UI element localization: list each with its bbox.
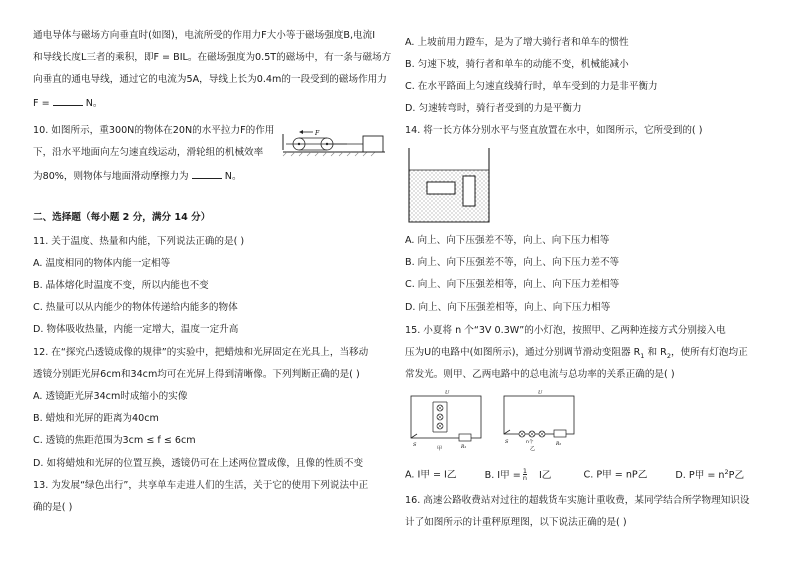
q15-option-a[interactable]: A. I甲 = I乙 [405,469,457,481]
water-tank-figure [407,148,491,224]
q14-option-d[interactable]: D. 向上、向下压强差相等，向上、向下压力相等 [405,302,611,313]
q10-text: 为80%，则物体与地面滑动摩擦力为 [33,171,189,182]
section-2-title: 二、选择题（每小题 2 分，满分 14 分） [33,212,211,223]
pulley-force-label: F [315,130,320,137]
q15-option-d-pre: D. P甲 = n [675,469,725,481]
q10-line-1: 10. 如图所示，重300N的物体在20N的水平拉力F的作用 [33,125,275,136]
q15-stem-2a: 压为U的电路中(如图所示)，通过分别调节滑动变阻器 R [405,347,641,358]
q10-line-3 [33,169,242,183]
q13-option-a[interactable]: A. 上坡前用力蹬车，是为了增大骑行者和单车的惯性 [405,37,629,48]
q12-stem-2: 透镜分别距光屏6cm和34cm均可在光屏上得到清晰像。下列判断正确的是( ) [33,369,360,380]
q10-answer-blank[interactable] [192,169,222,179]
q9-line-1: 通电导体与磁场方向垂直时(如图)，电流所受的作用力F大小等于磁场强度B,电流I [33,30,376,41]
q13-stem-2: 确的是( ) [33,502,73,513]
q15-stem-3: 常发光。则甲、乙两电路中的总电流与总功率的关系正确的是( ) [405,369,675,380]
q11-option-a[interactable]: A. 温度相同的物体内能一定相等 [33,258,171,269]
q11-option-b[interactable]: B. 晶体熔化时温度不变，所以内能也不变 [33,280,209,291]
yi-r2-label: R₂ [556,442,562,447]
q13-option-b[interactable]: B. 匀速下坡，骑行者和单车的动能不变，机械能减小 [405,59,629,70]
q15-option-b[interactable] [484,467,552,482]
jia-r1-label: R₁ [461,445,467,450]
q16-stem-2: 计了如图所示的计重秤原理图，以下说法正确的是( ) [405,517,627,528]
q9-unit: N。 [85,98,103,109]
q14-option-b[interactable]: B. 向上、向下压强差不等，向上、向下压力差不等 [405,257,620,268]
q12-stem-1: 12. 在“探究凸透镜成像的规律”的实验中，把蜡烛和光屏固定在光具上，当移动 [33,347,369,358]
q15-frac-num: 1 [522,467,527,475]
q9-line-2: 和导线长度L三者的乘积，即F = BIL。在磁场强度为0.5T的磁场中，有一条与磁场方 [33,52,392,63]
pulley-figure [283,128,385,156]
yi-s-label: S [505,439,509,445]
q11-option-c[interactable]: C. 热量可以从内能少的物体传递给内能多的物体 [33,302,238,313]
jia-caption: 甲 [437,446,443,452]
q15-stem-2 [405,347,748,359]
q15-option-d-post: P乙 [728,469,745,481]
q12-option-b[interactable]: B. 蜡烛和光屏的距离为40cm [33,413,159,424]
q10-line-2: 下，沿水平地面向左匀速直线运动，滑轮组的机械效率 [33,147,264,158]
q11-option-d[interactable]: D. 物体吸收热量，内能一定增大，温度一定升高 [33,324,239,335]
q9-line-3: 向垂直的通电导线，通过它的电流为5A，导线上长为0.4m的一段受到的磁场作用力 [33,74,387,85]
q15-stem-2b: 和 R [647,347,667,358]
yi-n-label: n个 [526,440,534,445]
q12-option-d[interactable]: D. 如将蜡烛和光屏的位置互换，透镜仍可在上述两位置成像，且像的性质不变 [33,458,364,469]
q14-stem: 14. 将一长方体分别水平与竖直放置在水中，如图所示，它所受到的( ) [405,125,703,136]
q16-stem-1: 16. 高速公路收费站对过往的超载货车实施计重收费，某同学结合所学物理知识设 [405,495,750,506]
q15-options [405,468,744,482]
q15-frac-den: n [522,474,527,482]
q9-answer-blank[interactable] [53,96,83,106]
q13-option-c[interactable]: C. 在水平路面上匀速直线骑行时，单车受到的力是非平衡力 [405,81,658,92]
circuit-yi-figure [500,390,578,452]
q12-option-c[interactable]: C. 透镜的焦距范围为3cm ≤ f ≤ 6cm [33,435,196,446]
r2-sub: 2 [666,351,671,360]
q9-force-label: F = [33,98,50,109]
q14-option-a[interactable]: A. 向上、向下压强差不等，向上、向下压力相等 [405,235,610,246]
q14-option-c[interactable]: C. 向上、向下压强差相等，向上、向下压力差相等 [405,279,620,290]
q10-unit: N。 [224,171,242,182]
q15-option-d[interactable] [675,467,745,481]
q15-option-b-pre: B. I甲 = [484,469,521,481]
jia-u-label: U [445,390,450,396]
q12-option-a[interactable]: A. 透镜距光屏34cm时成缩小的实像 [33,391,188,402]
q15-stem-1: 15. 小夏将 n 个“3V 0.3W”的小灯泡，按照甲、乙两种连接方式分别接入电 [405,325,726,336]
jia-s-label: S [413,442,417,448]
r1-sub: 1 [640,351,645,360]
q13-option-d[interactable]: D. 匀速转弯时，骑行者受到的力是平衡力 [405,103,582,114]
q15-stem-2c: ，使所有灯泡均正 [670,347,748,358]
q13-stem-1: 13. 为发展“绿色出行”，共享单车走进人们的生活，关于它的使用下列说法中正 [33,480,369,491]
q9-line-4 [33,96,103,110]
yi-u-label: U [538,390,543,396]
q11-stem: 11. 关于温度、热量和内能，下列说法正确的是( ) [33,236,245,247]
circuit-jia-figure [407,390,485,452]
q15-option-d-sup: 2 [724,467,729,476]
yi-caption: 乙 [530,446,536,452]
q15-option-c[interactable]: C. P甲 = nP乙 [583,469,648,481]
q15-option-b-post: I乙 [538,469,552,481]
